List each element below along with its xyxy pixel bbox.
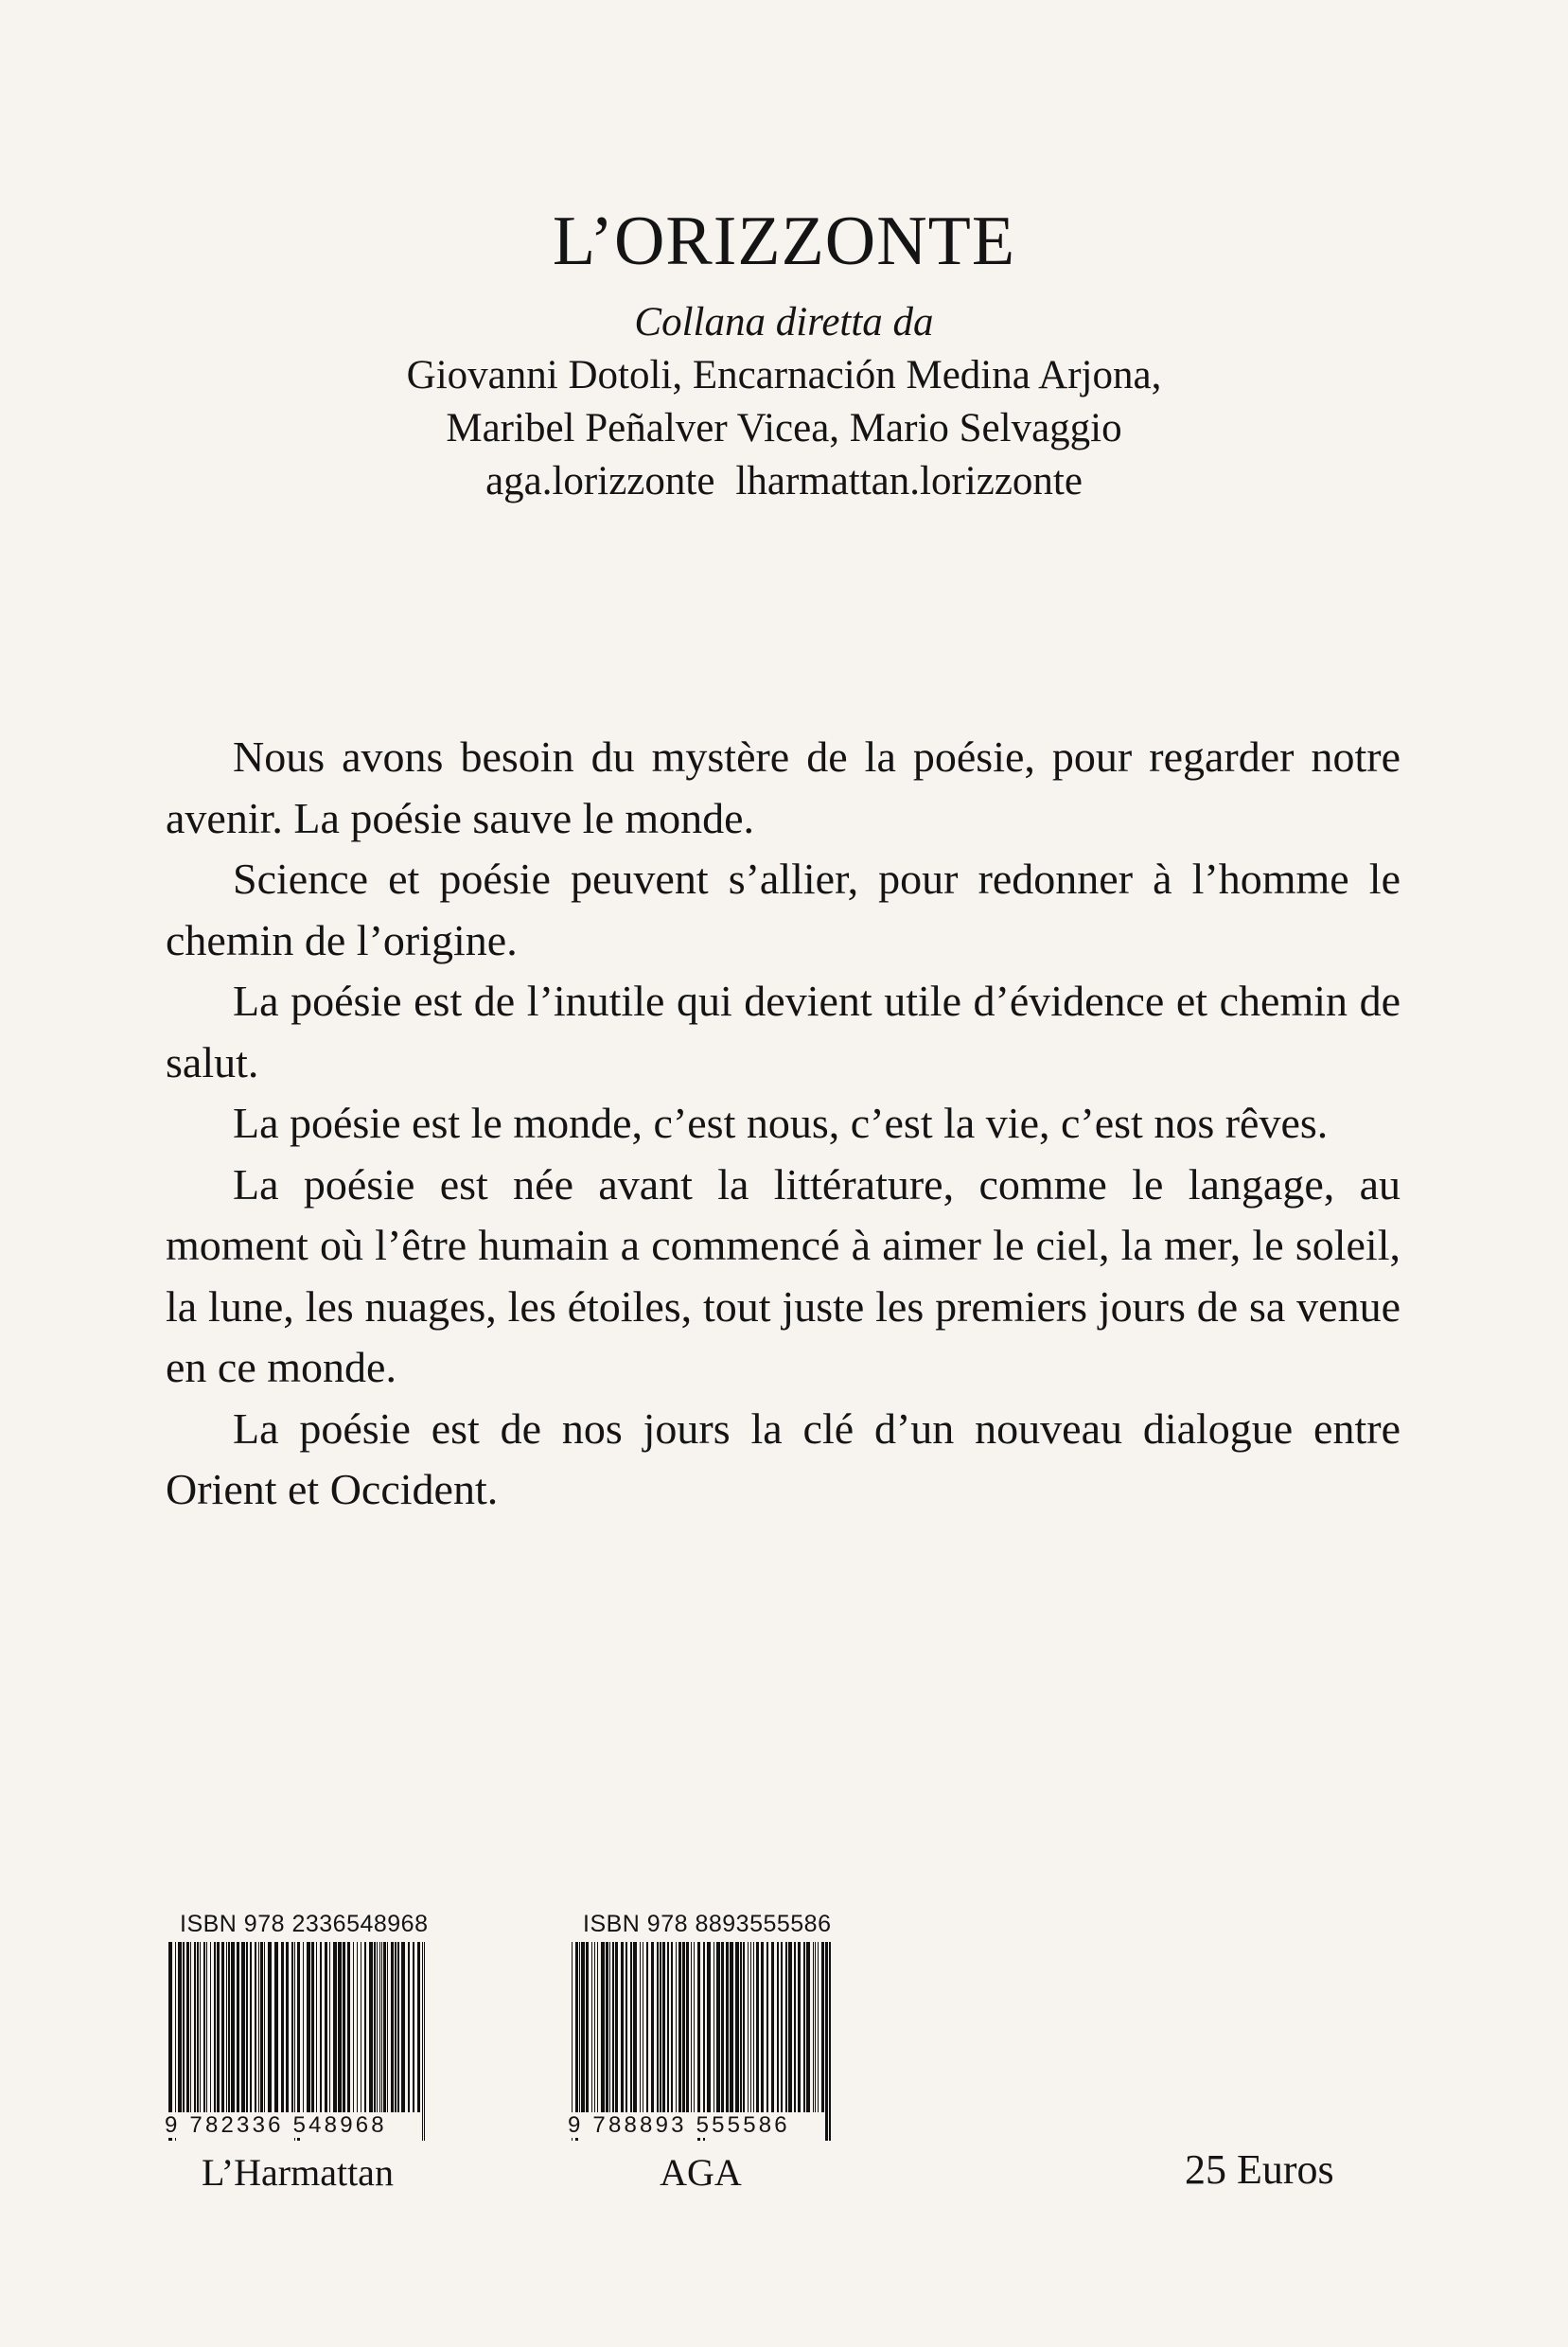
barcode-bar (606, 1942, 608, 2112)
series-link-aga: aga.lorizzonte (485, 459, 715, 503)
barcode-block-aga (566, 1910, 836, 2196)
editors-line-2: Maribel Peñalver Vicea, Mario Selvaggio (446, 406, 1122, 450)
barcode-bar (214, 1942, 216, 2112)
barcode-digits (566, 2112, 836, 2139)
barcode-digits (163, 2112, 432, 2139)
barcode-bar (255, 1942, 256, 2112)
barcode-bar (246, 1942, 248, 2112)
barcode-bar (703, 1942, 705, 2141)
publisher-name: L’Harmattan (202, 2151, 394, 2194)
barcode-bar (408, 1942, 410, 2112)
barcode-bar (575, 1942, 578, 2141)
barcode-bar (329, 1942, 330, 2112)
barcode-bar (581, 1942, 585, 2112)
barcode-bar (586, 1942, 589, 2112)
barcode-bar (821, 1942, 824, 2112)
barcode-bar (178, 1942, 182, 2112)
barcode-bar (231, 1942, 235, 2112)
barcode-bar (806, 1942, 810, 2112)
barcode-bar (320, 1942, 322, 2112)
barcode-bar (226, 1942, 227, 2112)
barcode-bar (422, 1942, 423, 2141)
barcode-bar (347, 1942, 350, 2112)
barcode-bar (200, 1942, 201, 2112)
barcode-bar (815, 1942, 816, 2112)
barcode-bar (785, 1942, 787, 2112)
barcode-bar (379, 1942, 380, 2112)
barcode-bar (803, 1942, 805, 2112)
series-links (0, 456, 1568, 507)
barcode-bar (818, 1942, 819, 2112)
barcode-bar (748, 1942, 749, 2112)
blurb-paragraph: La poésie est de l’inutile qui devient utile d’évidence et chemin de salut. (166, 977, 1401, 1086)
barcode-bar (194, 1942, 196, 2112)
series-header (0, 199, 1568, 507)
barcode-bar (662, 1942, 665, 2112)
barcode-bar (395, 1942, 396, 2112)
barcode-bar (756, 1942, 759, 2112)
barcode-bar (221, 1942, 224, 2112)
barcode-bar (303, 1942, 304, 2112)
barcode-bar (651, 1942, 654, 2112)
barcode-bar (258, 1942, 259, 2112)
barcode-bar (294, 1942, 295, 2141)
barcode-bar (591, 1942, 592, 2112)
barcode-bar (241, 1942, 245, 2112)
barcode-bar (678, 1942, 681, 2112)
barcode-bar (274, 1942, 278, 2112)
barcode-bar (353, 1942, 354, 2112)
blurb-text (166, 727, 1401, 1521)
barcode-bar (788, 1942, 792, 2112)
blurb-paragraph: La poésie est née avant la littérature, comme le langage, au moment où l’être humain a commencé à aimer le ciel, la mer, le soleil, la lune, les nuages, les étoiles, tout juste les premiers jours de sa venue en ce monde. (166, 1159, 1401, 1391)
barcode-bar (743, 1942, 745, 2112)
barcode-bar (609, 1942, 610, 2112)
publisher-name: AGA (660, 2151, 742, 2194)
barcode-bar (268, 1942, 272, 2112)
barcode-bar (794, 1942, 796, 2112)
barcode-bar (307, 1942, 310, 2112)
barcode-bar (813, 1942, 814, 2112)
barcode-bar (612, 1942, 614, 2112)
barcode-bar (228, 1942, 230, 2112)
barcode-bar (646, 1942, 648, 2112)
barcode-bar (381, 1942, 382, 2112)
barcode-block-lharmattan (163, 1910, 432, 2196)
barcode-bar (771, 1942, 774, 2112)
barcode-bar (777, 1942, 779, 2112)
barcode-bar (369, 1942, 373, 2112)
barcode-bar (338, 1942, 342, 2112)
barcode-bar (781, 1942, 783, 2112)
barcode-bar (260, 1942, 263, 2112)
editors-line-1: Giovanni Dotoli, Encarnación Medina Arjona, (406, 353, 1162, 397)
barcode-bar (197, 1942, 199, 2112)
barcode-bar (291, 1942, 293, 2112)
barcode-bar (625, 1942, 627, 2112)
directed-by-label: Collana diretta da (634, 300, 934, 344)
barcode-bar (186, 1942, 189, 2112)
barcode-bar (798, 1942, 801, 2112)
barcode-digits-text: 9 788893 555586 (568, 2112, 790, 2138)
barcode-bar (374, 1942, 376, 2112)
barcode-bar (750, 1942, 751, 2112)
price-label: 25 Euros (1185, 2146, 1334, 2193)
barcode-bar (203, 1942, 205, 2112)
barcode-bar (387, 1942, 388, 2112)
barcode-bar (383, 1942, 386, 2112)
barcode-bar (237, 1942, 239, 2112)
barcode-bar (250, 1942, 252, 2112)
barcode-bar (730, 1942, 733, 2112)
barcode-bar (829, 1942, 831, 2141)
barcode-bar (726, 1942, 729, 2112)
barcode-bar (740, 1942, 742, 2112)
barcode-bar (572, 1942, 573, 2141)
barcode-bar (343, 1942, 345, 2112)
isbn-label: ISBN 978 8893555586 (583, 1911, 832, 1937)
barcode-bar (633, 1942, 637, 2112)
barcode-bar (621, 1942, 624, 2112)
barcode-bar (210, 1942, 211, 2112)
barcode-bar (630, 1942, 632, 2112)
barcode-bar (183, 1942, 185, 2112)
barcode-bar (175, 1942, 176, 2141)
barcode-digits-text: 9 782336 548968 (165, 2112, 387, 2138)
barcode-bar (391, 1942, 394, 2112)
barcode-bar (264, 1942, 265, 2112)
barcode-bar (640, 1942, 641, 2112)
barcode-bar (601, 1942, 605, 2112)
barcode-bar (397, 1942, 399, 2112)
barcode-bar (325, 1942, 327, 2112)
barcode-bar (286, 1942, 289, 2112)
barcode-bar (657, 1942, 659, 2112)
barcode-bar (697, 1942, 700, 2141)
blurb-paragraph: La poésie est de nos jours la clé d’un nouveau dialogue entre Orient et Occident. (166, 1403, 1401, 1513)
barcode-bar (682, 1942, 685, 2112)
barcode-bar (761, 1942, 764, 2112)
barcode-bar (281, 1942, 284, 2112)
barcode-graphic (163, 1942, 432, 2141)
barcode-bar (753, 1942, 754, 2112)
barcode-bar (217, 1942, 220, 2112)
isbn-label: ISBN 978 2336548968 (180, 1911, 429, 1937)
barcode-bar (735, 1942, 739, 2112)
barcode-bar (676, 1942, 677, 2112)
barcode-bar (424, 1942, 425, 2141)
barcode-bar (168, 1942, 172, 2141)
barcode-bar (401, 1942, 405, 2112)
barcode-bar (766, 1942, 768, 2112)
barcode-bar (594, 1942, 595, 2112)
barcode-bar (413, 1942, 414, 2112)
barcode-bar (206, 1942, 207, 2112)
barcode-bar (311, 1942, 314, 2112)
barcode-bar (190, 1942, 191, 2112)
barcode-bar (691, 1942, 692, 2112)
barcode-bar (579, 1942, 580, 2112)
blurb-paragraph: Nous avons besoin du mystère de la poésie, pour regarder notre avenir. La poésie sauve le monde. (166, 732, 1401, 842)
barcode-bar (671, 1942, 673, 2112)
barcode-bar (667, 1942, 669, 2112)
blurb-paragraph: Science et poésie peuvent s’allier, pour redonner à l’homme le chemin de l’origine. (166, 855, 1401, 964)
blurb-paragraph: La poésie est le monde, c’est nous, c’est la vie, c’est nos rêves. (233, 1099, 1329, 1147)
barcode-bar (615, 1942, 618, 2112)
barcode-graphic (566, 1942, 836, 2141)
barcode-bar (660, 1942, 661, 2112)
series-title: L’ORIZZONTE (552, 203, 1016, 280)
barcode-bar (825, 1942, 828, 2141)
barcode-bar (686, 1942, 689, 2112)
barcode-bar (357, 1942, 358, 2112)
barcode-bar (377, 1942, 378, 2112)
barcode-bar (721, 1942, 724, 2112)
barcode-bar (316, 1942, 317, 2112)
barcode-bar (716, 1942, 720, 2112)
barcode-bar (597, 1942, 598, 2112)
barcode-bar (707, 1942, 711, 2112)
barcode-bar (364, 1942, 366, 2112)
barcode-bar (417, 1942, 420, 2112)
barcode-bar (333, 1942, 337, 2112)
series-link-lharmattan: lharmattan.lorizzonte (735, 459, 1083, 503)
barcode-bar (297, 1942, 300, 2141)
barcode-bar (694, 1942, 695, 2112)
